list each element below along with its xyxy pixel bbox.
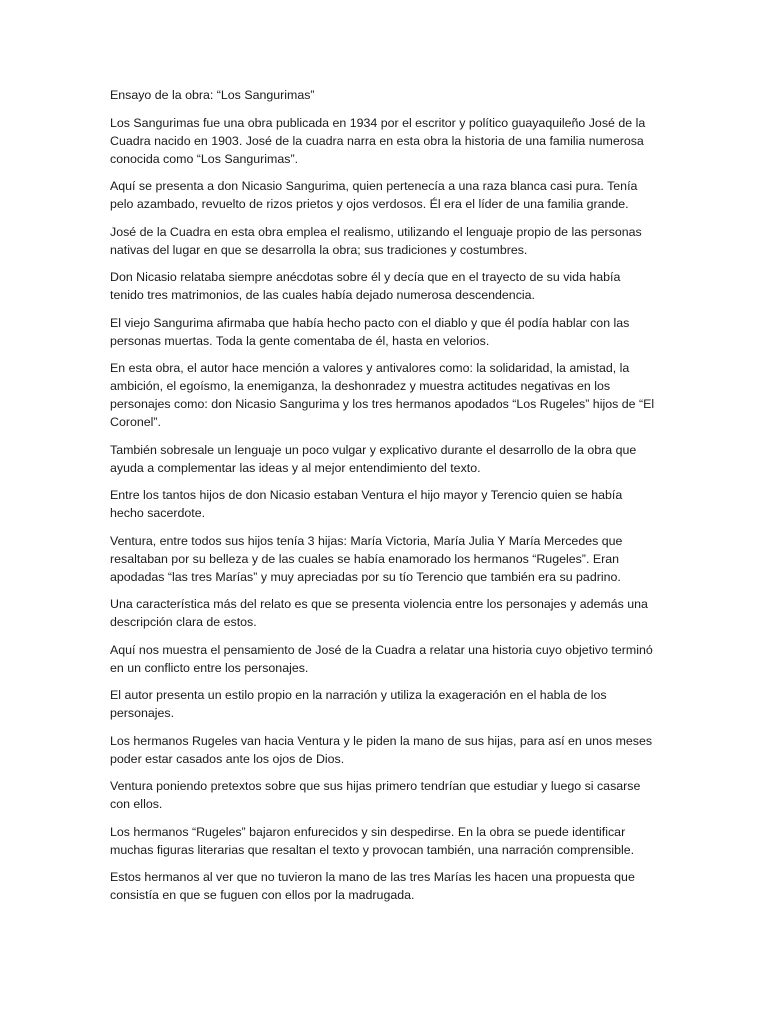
paragraph: El autor presenta un estilo propio en la narración y utiliza la exageración en el habla de los personajes.	[110, 688, 607, 720]
paragraph: Ventura, entre todos sus hijos tenía 3 hijas: María Victoria, María Julia Y María Mercedes que resaltaban por su belleza y de las cuales se había enamorado los hermanos “Rugeles”. Eran apodadas “las tres Marías” y muy apreciadas por su tío Terencio que también era su padrino.	[110, 533, 623, 584]
paragraph: Los Sangurimas fue una obra publicada en 1934 por el escritor y político guayaquileño José de la Cuadra nacido en 1903. José de la cuadra narra en esta obra la historia de una familia numerosa conocida como “Los Sangurimas”.	[110, 115, 646, 166]
paragraph: Ventura poniendo pretextos sobre que sus hijas primero tendrían que estudiar y luego si casarse con ellos.	[110, 779, 641, 811]
paragraph: Aquí se presenta a don Nicasio Sangurima, quien pertenecía a una raza blanca casi pura. Tenía pelo azambado, revuelto de rizos prietos y ojos verdosos. Él era el líder de una familia grande.	[110, 179, 638, 211]
paragraph: Una característica más del relato es que se presenta violencia entre los personajes y además una descripción clara de estos.	[110, 597, 648, 629]
paragraph: José de la Cuadra en esta obra emplea el realismo, utilizando el lenguaje propio de las personas nativas del lugar en que se desarrolla la obra; sus tradiciones y costumbres.	[110, 224, 642, 257]
paragraph: En esta obra, el autor hace mención a valores y antivalores como: la solidaridad, la amistad, la ambición, el egoísmo, la enemiganza, la deshonradez y muestra actitudes negativas en los personajes como: don Nicasio Sangurima y los tres hermanos apodados “Los Rugeles” hijos de “El Coronel”.	[110, 361, 655, 429]
paragraph: Estos hermanos al ver que no tuvieron la mano de las tres Marías les hacen una propuesta que consistía en que se fuguen con ellos por la madrugada.	[110, 870, 635, 902]
paragraph: También sobresale un lenguaje un poco vulgar y explicativo durante el desarrollo de la obra que ayuda a complementar las ideas y al mejor entendimiento del texto.	[110, 442, 637, 475]
document-body	[110, 86, 656, 914]
paragraph: Los hermanos Rugeles van hacia Ventura y le piden la mano de sus hijas, para así en unos meses poder estar casados ante los ojos de Dios.	[110, 733, 653, 766]
paragraph: Los hermanos “Rugeles” bajaron enfurecidos y sin despedirse. En la obra se puede identificar muchas figuras literarias que resaltan el texto y provocan también, una narración comprensible.	[110, 824, 635, 857]
paragraph: Don Nicasio relataba siempre anécdotas sobre él y decía que en el trayecto de su vida había tenido tres matrimonios, de las cuales había dejado numerosa descendencia.	[110, 270, 621, 302]
paragraph: Entre los tantos hijos de don Nicasio estaban Ventura el hijo mayor y Terencio quien se había hecho sacerdote.	[110, 488, 623, 520]
document-title: Ensayo de la obra: “Los Sangurimas”	[110, 88, 315, 102]
paragraph: El viejo Sangurima afirmaba que había hecho pacto con el diablo y que él podía hablar con las personas muertas. Toda la gente comentaba de él, hasta en velorios.	[110, 315, 630, 348]
paragraph: Aquí nos muestra el pensamiento de José de la Cuadra a relatar una historia cuyo objetivo terminó en un conflicto entre los personajes.	[110, 642, 653, 675]
